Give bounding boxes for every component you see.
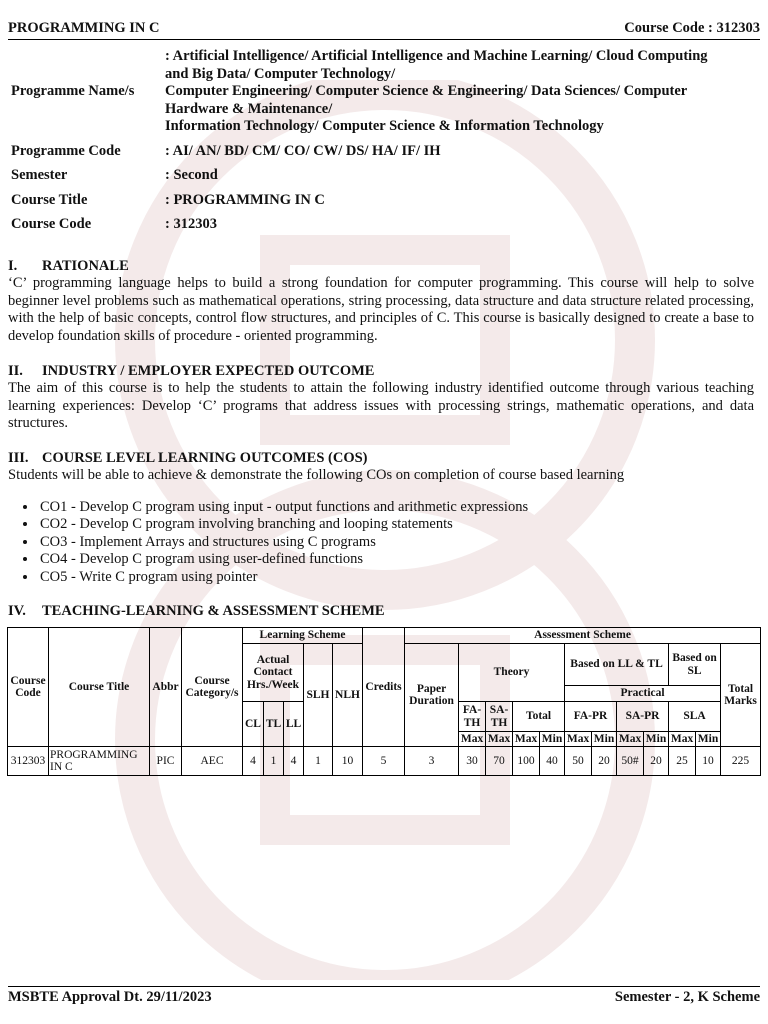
- section-title: COURSE LEVEL LEARNING OUTCOMES (COS): [42, 450, 368, 466]
- programme-name-label: Programme Name/s: [11, 83, 135, 99]
- list-item: • CO4 - Develop C program using user-defined functions: [38, 551, 754, 569]
- th-fa-pr: FA-PR: [565, 702, 617, 732]
- list-item: • CO5 - Write C program using pointer: [38, 569, 754, 587]
- section-title: RATIONALE: [42, 258, 129, 274]
- semester-label: Semester: [11, 167, 68, 183]
- industry-outcome-section: [8, 363, 754, 433]
- th-theory: Theory: [459, 644, 565, 702]
- th-min: Min: [644, 732, 669, 747]
- th-max: Max: [486, 732, 513, 747]
- cell-fa-th-max: 30: [459, 747, 486, 776]
- cell-course-title: PROGRAMMING IN C: [49, 747, 150, 776]
- cell-sa-pr-max: 50#: [617, 747, 644, 776]
- th-course-title: Course Title: [49, 628, 150, 747]
- semester-value: : Second: [165, 167, 218, 183]
- header-title: PROGRAMMING IN C: [8, 20, 160, 36]
- industry-outcome-text: The aim of this course is to help the students to attain the following industry identified outcome through various teaching learning experiences: Develop ‘C’ programs that address issues with processing strings, mathematic operations, and data structures.: [8, 380, 754, 431]
- rationale-heading: [8, 258, 754, 275]
- course-outcomes-list: [8, 499, 754, 587]
- cell-total-min: 40: [540, 747, 565, 776]
- section-number: II.: [8, 363, 23, 379]
- cell-nlh: 10: [333, 747, 363, 776]
- industry-outcome-heading: [8, 363, 754, 380]
- programme-code-label: Programme Code: [11, 142, 121, 159]
- course-info-table: [8, 48, 764, 234]
- rationale-text: ‘C’ programming language helps to build a strong foundation for computer programming. This course will help to solve beginner level problems such as mathematical operations, string processing, data structure and data structure related processing, with the help of basic concepts, control flow structures, and principles of C. This course is basically designed to create a base to develop foundation skills of procedure - oriented programming.: [8, 275, 754, 344]
- rationale-section: [8, 258, 754, 345]
- cell-sa-th-max: 70: [486, 747, 513, 776]
- th-abbr: Abbr: [150, 628, 182, 747]
- cell-tl: 1: [264, 747, 284, 776]
- scheme-heading: [8, 603, 754, 620]
- th-learning-scheme: Learning Scheme: [243, 628, 363, 644]
- course-outcomes-intro: Students will be able to achieve & demonstrate the following COs on completion of course based learning: [8, 467, 625, 483]
- th-category: Course Category/s: [182, 628, 243, 747]
- th-total-marks: Total Marks: [721, 644, 761, 747]
- course-outcomes-section: [8, 450, 754, 586]
- th-cl: CL: [243, 702, 264, 747]
- cell-ll: 4: [284, 747, 304, 776]
- cell-fa-pr-max: 50: [565, 747, 592, 776]
- list-item: • CO1 - Develop C program using input - output functions and arithmetic expressions: [38, 499, 754, 517]
- programme-name-line: and Big Data/ Computer Technology/: [165, 65, 396, 82]
- footer-semester: Semester - 2, K Scheme: [614, 989, 760, 1005]
- th-paper-duration: Paper Duration: [405, 644, 459, 747]
- section-title: TEACHING-LEARNING & ASSESSMENT SCHEME: [42, 603, 385, 619]
- th-min: Min: [696, 732, 721, 747]
- th-tl: TL: [264, 702, 284, 747]
- th-sa-th: SA-TH: [486, 702, 513, 732]
- th-min: Min: [540, 732, 565, 747]
- cell-fa-pr-min: 20: [592, 747, 617, 776]
- programme-name-value: [162, 48, 764, 136]
- cell-sla-max: 25: [669, 747, 696, 776]
- page-header: [8, 20, 760, 40]
- th-ll: LL: [284, 702, 304, 747]
- cell-abbr: PIC: [150, 747, 182, 776]
- th-slh: SLH: [304, 644, 333, 747]
- th-nlh: NLH: [333, 644, 363, 747]
- cell-total-max: 100: [513, 747, 540, 776]
- th-course-code: Course Code: [8, 628, 49, 747]
- cell-course-code: 312303: [8, 747, 49, 776]
- th-credits: Credits: [363, 628, 405, 747]
- programme-code-value: : AI/ AN/ BD/ CM/ CO/ CW/ DS/ HA/ IF/ IH: [165, 142, 441, 159]
- table-row: [8, 747, 761, 776]
- cell-cl: 4: [243, 747, 264, 776]
- course-title-label: Course Title: [11, 191, 88, 208]
- th-fa-th: FA-TH: [459, 702, 486, 732]
- th-total: Total: [513, 702, 565, 732]
- th-max: Max: [617, 732, 644, 747]
- th-sla: SLA: [669, 702, 721, 732]
- cell-total-marks: 225: [721, 747, 761, 776]
- cell-credits: 5: [363, 747, 405, 776]
- programme-name-line: Information Technology/ Computer Science & Information Technology: [165, 118, 604, 134]
- cell-sla-min: 10: [696, 747, 721, 776]
- th-sa-pr: SA-PR: [617, 702, 669, 732]
- course-code-value: : 312303: [165, 216, 217, 232]
- th-max: Max: [513, 732, 540, 747]
- page-footer: [8, 986, 760, 1006]
- th-max: Max: [565, 732, 592, 747]
- th-actual-contact: Actual Contact Hrs./Week: [243, 644, 304, 702]
- assessment-scheme-table: [7, 627, 761, 776]
- course-title-value: : PROGRAMMING IN C: [165, 191, 325, 208]
- th-based-ll-tl: Based on LL & TL: [565, 644, 669, 686]
- cell-sa-pr-min: 20: [644, 747, 669, 776]
- th-assessment-scheme: Assessment Scheme: [405, 628, 761, 644]
- programme-name-line: Hardware & Maintenance/: [165, 100, 333, 117]
- list-item: • CO2 - Develop C program involving branching and looping statements: [38, 516, 754, 534]
- cell-paper-duration: 3: [405, 747, 459, 776]
- th-min: Min: [592, 732, 617, 747]
- th-max: Max: [459, 732, 486, 747]
- footer-approval: MSBTE Approval Dt. 29/11/2023: [8, 989, 212, 1005]
- programme-name-line: : Artificial Intelligence/ Artificial Intelligence and Machine Learning/ Cloud Computing: [165, 48, 708, 64]
- list-item: • CO3 - Implement Arrays and structures using C programs: [38, 534, 754, 552]
- cell-slh: 1: [304, 747, 333, 776]
- programme-name-line: Computer Engineering/ Computer Science & Engineering/ Data Sciences/ Computer: [165, 83, 688, 99]
- th-max: Max: [669, 732, 696, 747]
- section-number: IV.: [8, 603, 26, 619]
- course-outcomes-heading: [8, 450, 754, 467]
- course-code-label: Course Code: [11, 216, 92, 232]
- section-number: I.: [8, 258, 18, 274]
- th-practical: Practical: [565, 686, 721, 702]
- header-course-code: Course Code : 312303: [624, 20, 760, 36]
- cell-category: AEC: [182, 747, 243, 776]
- section-title: INDUSTRY / EMPLOYER EXPECTED OUTCOME: [42, 363, 375, 379]
- scheme-section: [8, 603, 754, 620]
- section-number: III.: [8, 450, 29, 466]
- th-based-sl: Based on SL: [669, 644, 721, 686]
